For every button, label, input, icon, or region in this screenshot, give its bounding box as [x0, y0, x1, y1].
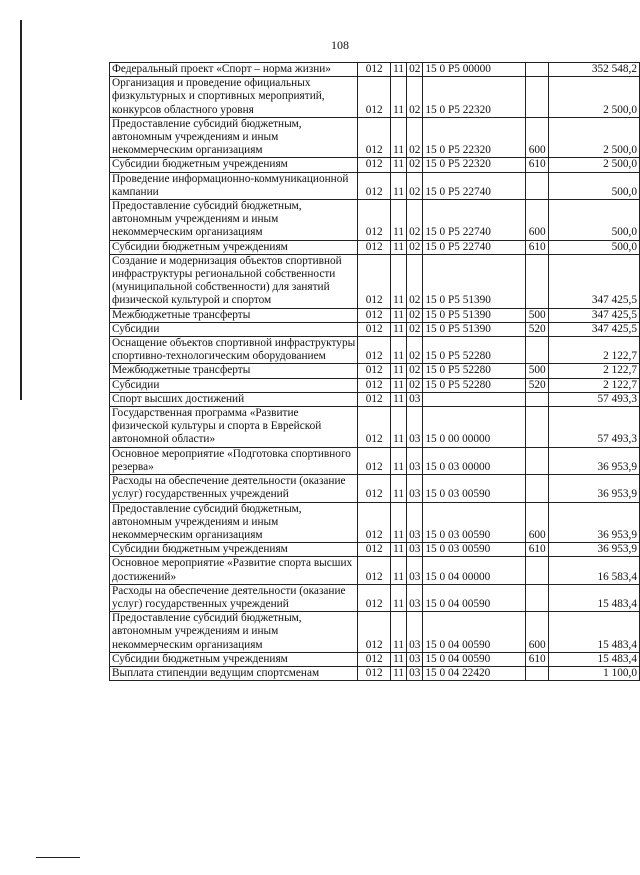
ved-code-cell: 012 — [358, 322, 391, 336]
expense-type-cell — [526, 557, 549, 584]
table-row — [110, 158, 640, 172]
expense-type-cell: 520 — [526, 322, 549, 336]
row-name-cell: Предоставление субсидий бюджетным, автономным учреждениям и иным некоммерческим организациям — [110, 502, 358, 543]
section-code-cell: 11 — [391, 612, 407, 653]
row-name-cell: Основное мероприятие «Развитие спорта высших достижений» — [110, 557, 358, 584]
amount-cell: 500,0 — [549, 200, 640, 241]
row-name-cell: Межбюджетные трансферты — [110, 308, 358, 322]
expense-type-cell — [526, 447, 549, 474]
table-row — [110, 475, 640, 502]
ved-code-cell: 012 — [358, 502, 391, 543]
expense-type-cell — [526, 172, 549, 199]
ved-code-cell: 012 — [358, 378, 391, 392]
row-name-cell: Субсидии бюджетным учреждениям — [110, 158, 358, 172]
row-name-cell: Федеральный проект «Спорт – норма жизни» — [110, 63, 358, 77]
ved-code-cell: 012 — [358, 117, 391, 158]
target-article-cell: 15 0 Р5 51390 — [423, 308, 526, 322]
amount-cell: 15 483,4 — [549, 584, 640, 611]
amount-cell: 16 583,4 — [549, 557, 640, 584]
row-name-cell: Государственная программа «Развитие физической культуры и спорта в Еврейской автономной области» — [110, 407, 358, 448]
section-code-cell: 11 — [391, 652, 407, 666]
expense-type-cell — [526, 666, 549, 680]
amount-cell: 15 483,4 — [549, 652, 640, 666]
table-row — [110, 308, 640, 322]
subsection-code-cell: 03 — [407, 447, 423, 474]
subsection-code-cell: 03 — [407, 557, 423, 584]
expense-type-cell: 520 — [526, 378, 549, 392]
expense-type-cell — [526, 337, 549, 364]
section-code-cell: 11 — [391, 584, 407, 611]
subsection-code-cell: 03 — [407, 612, 423, 653]
ved-code-cell: 012 — [358, 172, 391, 199]
section-code-cell: 11 — [391, 200, 407, 241]
section-code-cell: 11 — [391, 172, 407, 199]
target-article-cell: 15 0 03 00590 — [423, 475, 526, 502]
expense-type-cell — [526, 77, 549, 118]
amount-cell: 347 425,5 — [549, 322, 640, 336]
target-article-cell: 15 0 04 00000 — [423, 557, 526, 584]
row-name-cell: Предоставление субсидий бюджетным, автономным учреждениям и иным некоммерческим организациям — [110, 200, 358, 241]
ved-code-cell: 012 — [358, 652, 391, 666]
subsection-code-cell: 02 — [407, 254, 423, 308]
section-code-cell: 11 — [391, 322, 407, 336]
target-article-cell: 15 0 Р5 52280 — [423, 364, 526, 378]
section-code-cell: 11 — [391, 77, 407, 118]
ved-code-cell: 012 — [358, 584, 391, 611]
amount-cell: 347 425,5 — [549, 308, 640, 322]
ved-code-cell: 012 — [358, 666, 391, 680]
subsection-code-cell: 03 — [407, 666, 423, 680]
row-name-cell: Субсидии — [110, 378, 358, 392]
section-code-cell: 11 — [391, 158, 407, 172]
ved-code-cell: 012 — [358, 557, 391, 584]
target-article-cell: 15 0 Р5 52280 — [423, 378, 526, 392]
row-name-cell: Создание и модернизация объектов спортивной инфраструктуры региональной собственности (муниципальной собственности) для занятий физической культурой и спортом — [110, 254, 358, 308]
table-row — [110, 378, 640, 392]
page-number: 108 — [331, 38, 349, 52]
target-article-cell: 15 0 03 00590 — [423, 543, 526, 557]
subsection-code-cell: 02 — [407, 63, 423, 77]
target-article-cell: 15 0 Р5 00000 — [423, 63, 526, 77]
expense-type-cell: 610 — [526, 543, 549, 557]
section-code-cell: 11 — [391, 378, 407, 392]
table-row — [110, 63, 640, 77]
subsection-code-cell: 02 — [407, 158, 423, 172]
table-row — [110, 200, 640, 241]
amount-cell: 1 100,0 — [549, 666, 640, 680]
ved-code-cell: 012 — [358, 543, 391, 557]
amount-cell: 36 953,9 — [549, 475, 640, 502]
section-code-cell: 11 — [391, 240, 407, 254]
expense-type-cell — [526, 392, 549, 406]
target-article-cell: 15 0 04 22420 — [423, 666, 526, 680]
expense-type-cell — [526, 475, 549, 502]
target-article-cell: 15 0 04 00590 — [423, 584, 526, 611]
ved-code-cell: 012 — [358, 240, 391, 254]
table-row — [110, 337, 640, 364]
table-row — [110, 364, 640, 378]
row-name-cell: Межбюджетные трансферты — [110, 364, 358, 378]
row-name-cell: Расходы на обеспечение деятельности (оказание услуг) государственных учреждений — [110, 475, 358, 502]
amount-cell: 36 953,9 — [549, 502, 640, 543]
ved-code-cell: 012 — [358, 612, 391, 653]
target-article-cell — [423, 392, 526, 406]
section-code-cell: 11 — [391, 392, 407, 406]
expense-type-cell: 600 — [526, 200, 549, 241]
ved-code-cell: 012 — [358, 200, 391, 241]
ved-code-cell: 012 — [358, 475, 391, 502]
subsection-code-cell: 02 — [407, 77, 423, 118]
table-row — [110, 557, 640, 584]
ved-code-cell: 012 — [358, 158, 391, 172]
amount-cell: 57 493,3 — [549, 392, 640, 406]
subsection-code-cell: 03 — [407, 475, 423, 502]
expense-type-cell: 500 — [526, 308, 549, 322]
ved-code-cell: 012 — [358, 337, 391, 364]
table-row — [110, 117, 640, 158]
subsection-code-cell: 02 — [407, 322, 423, 336]
row-name-cell: Субсидии бюджетным учреждениям — [110, 240, 358, 254]
target-article-cell: 15 0 Р5 22320 — [423, 117, 526, 158]
row-name-cell: Оснащение объектов спортивной инфраструктуры спортивно-технологическим оборудованием — [110, 337, 358, 364]
amount-cell: 36 953,9 — [549, 543, 640, 557]
target-article-cell: 15 0 03 00000 — [423, 447, 526, 474]
budget-table — [109, 62, 640, 681]
table-row — [110, 584, 640, 611]
ved-code-cell: 012 — [358, 364, 391, 378]
expense-type-cell: 600 — [526, 502, 549, 543]
expense-type-cell — [526, 584, 549, 611]
table-row — [110, 652, 640, 666]
amount-cell: 57 493,3 — [549, 407, 640, 448]
amount-cell: 2 122,7 — [549, 378, 640, 392]
table-row — [110, 254, 640, 308]
subsection-code-cell: 03 — [407, 392, 423, 406]
section-code-cell: 11 — [391, 407, 407, 448]
section-code-cell: 11 — [391, 447, 407, 474]
ved-code-cell: 012 — [358, 254, 391, 308]
target-article-cell: 15 0 Р5 51390 — [423, 322, 526, 336]
table-row — [110, 392, 640, 406]
section-code-cell: 11 — [391, 475, 407, 502]
section-code-cell: 11 — [391, 364, 407, 378]
subsection-code-cell: 02 — [407, 364, 423, 378]
table-row — [110, 172, 640, 199]
expense-type-cell: 600 — [526, 117, 549, 158]
ved-code-cell: 012 — [358, 407, 391, 448]
subsection-code-cell: 02 — [407, 172, 423, 199]
section-code-cell: 11 — [391, 308, 407, 322]
amount-cell: 352 548,2 — [549, 63, 640, 77]
section-code-cell: 11 — [391, 117, 407, 158]
target-article-cell: 15 0 Р5 22320 — [423, 158, 526, 172]
table-row — [110, 447, 640, 474]
ved-code-cell: 012 — [358, 308, 391, 322]
target-article-cell: 15 0 Р5 22740 — [423, 200, 526, 241]
ved-code-cell: 012 — [358, 392, 391, 406]
subsection-code-cell: 03 — [407, 652, 423, 666]
section-code-cell: 11 — [391, 543, 407, 557]
table-row — [110, 612, 640, 653]
amount-cell: 2 500,0 — [549, 158, 640, 172]
row-name-cell: Спорт высших достижений — [110, 392, 358, 406]
row-name-cell: Выплата стипендии ведущим спортсменам — [110, 666, 358, 680]
row-name-cell: Субсидии бюджетным учреждениям — [110, 543, 358, 557]
row-name-cell: Проведение информационно-коммуникационной кампании — [110, 172, 358, 199]
section-code-cell: 11 — [391, 63, 407, 77]
table-row — [110, 502, 640, 543]
row-name-cell: Организация и проведение официальных физкультурных и спортивных мероприятий, конкурсов областного уровня — [110, 77, 358, 118]
subsection-code-cell: 02 — [407, 308, 423, 322]
expense-type-cell — [526, 63, 549, 77]
subsection-code-cell: 02 — [407, 200, 423, 241]
row-name-cell: Предоставление субсидий бюджетным, автономным учреждениям и иным некоммерческим организациям — [110, 117, 358, 158]
target-article-cell: 15 0 Р5 22740 — [423, 172, 526, 199]
row-name-cell: Субсидии бюджетным учреждениям — [110, 652, 358, 666]
ved-code-cell: 012 — [358, 63, 391, 77]
row-name-cell: Основное мероприятие «Подготовка спортивного резерва» — [110, 447, 358, 474]
table-row — [110, 322, 640, 336]
table-row — [110, 407, 640, 448]
subsection-code-cell: 03 — [407, 502, 423, 543]
section-code-cell: 11 — [391, 666, 407, 680]
subsection-code-cell: 03 — [407, 584, 423, 611]
target-article-cell: 15 0 04 00590 — [423, 652, 526, 666]
target-article-cell: 15 0 Р5 22320 — [423, 77, 526, 118]
amount-cell: 2 500,0 — [549, 117, 640, 158]
target-article-cell: 15 0 Р5 52280 — [423, 337, 526, 364]
row-name-cell: Субсидии — [110, 322, 358, 336]
amount-cell: 347 425,5 — [549, 254, 640, 308]
subsection-code-cell: 03 — [407, 407, 423, 448]
expense-type-cell — [526, 254, 549, 308]
table-row — [110, 77, 640, 118]
amount-cell: 2 500,0 — [549, 77, 640, 118]
subsection-code-cell: 03 — [407, 543, 423, 557]
footer-rule — [36, 857, 80, 858]
table-row — [110, 543, 640, 557]
amount-cell: 500,0 — [549, 240, 640, 254]
subsection-code-cell: 02 — [407, 337, 423, 364]
amount-cell: 36 953,9 — [549, 447, 640, 474]
left-margin-rule — [20, 20, 22, 400]
expense-type-cell — [526, 407, 549, 448]
row-name-cell: Расходы на обеспечение деятельности (оказание услуг) государственных учреждений — [110, 584, 358, 611]
amount-cell: 15 483,4 — [549, 612, 640, 653]
section-code-cell: 11 — [391, 502, 407, 543]
subsection-code-cell: 02 — [407, 240, 423, 254]
target-article-cell: 15 0 04 00590 — [423, 612, 526, 653]
target-article-cell: 15 0 Р5 22740 — [423, 240, 526, 254]
subsection-code-cell: 02 — [407, 378, 423, 392]
target-article-cell: 15 0 Р5 51390 — [423, 254, 526, 308]
budget-table-body — [110, 63, 640, 681]
expense-type-cell: 610 — [526, 158, 549, 172]
subsection-code-cell: 02 — [407, 117, 423, 158]
amount-cell: 500,0 — [549, 172, 640, 199]
amount-cell: 2 122,7 — [549, 364, 640, 378]
expense-type-cell: 610 — [526, 240, 549, 254]
expense-type-cell: 600 — [526, 612, 549, 653]
section-code-cell: 11 — [391, 254, 407, 308]
target-article-cell: 15 0 03 00590 — [423, 502, 526, 543]
table-row — [110, 666, 640, 680]
row-name-cell: Предоставление субсидий бюджетным, автономным учреждениям и иным некоммерческим организациям — [110, 612, 358, 653]
ved-code-cell: 012 — [358, 447, 391, 474]
expense-type-cell: 500 — [526, 364, 549, 378]
target-article-cell: 15 0 00 00000 — [423, 407, 526, 448]
amount-cell: 2 122,7 — [549, 337, 640, 364]
expense-type-cell: 610 — [526, 652, 549, 666]
table-row — [110, 240, 640, 254]
ved-code-cell: 012 — [358, 77, 391, 118]
section-code-cell: 11 — [391, 557, 407, 584]
section-code-cell: 11 — [391, 337, 407, 364]
